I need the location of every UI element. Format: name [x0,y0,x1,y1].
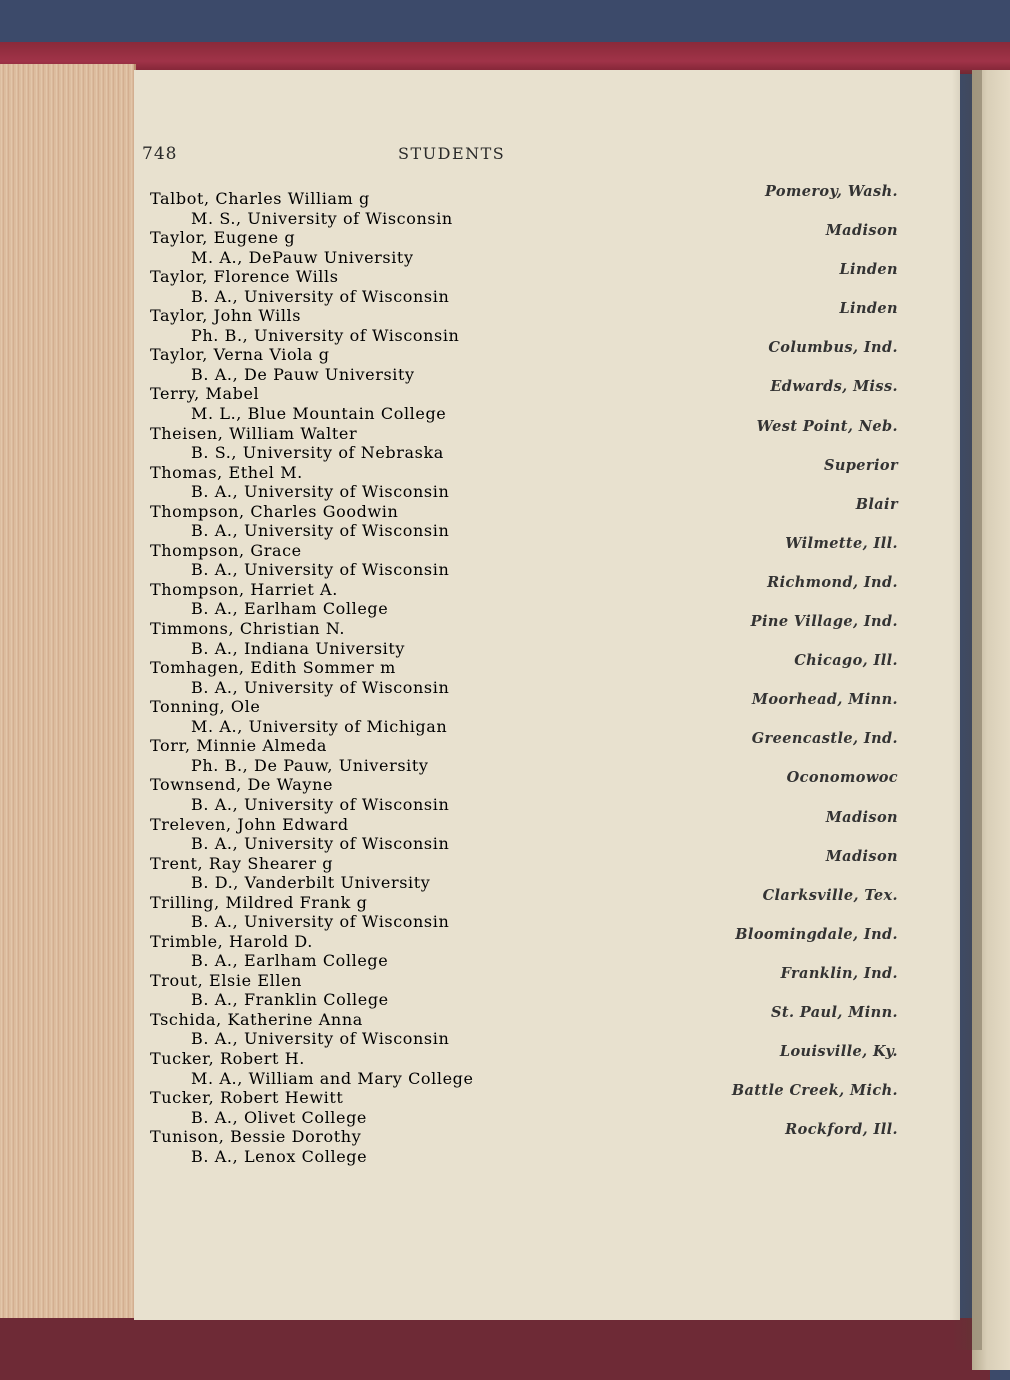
student-degree: M. A., William and Mary College [191,1068,474,1088]
gutter-shadow [952,70,982,1350]
student-entry [134,613,904,658]
student-name: Tunison, Bessie Dorothy [150,1127,362,1147]
student-hometown: Franklin, Ind. [780,964,898,982]
student-name: Trent, Ray Shearer g [150,853,334,873]
student-hometown: Clarksville, Tex. [762,886,898,904]
student-name: Tomhagen, Edith Sommer m [150,658,396,678]
student-hometown: Linden [839,300,898,318]
student-entry [134,769,904,814]
student-name: Tucker, Robert H. [150,1049,305,1069]
student-entry [134,417,904,463]
running-head: STUDENTS [398,144,506,163]
student-hometown: Wilmette, Ill. [785,534,898,552]
student-name: Trilling, Mildred Frank g [150,892,368,912]
student-degree: B. A., Olivet College [191,1107,368,1127]
student-hometown: Pine Village, Ind. [750,613,898,631]
student-degree: B. S., University of Nebraska [191,443,444,463]
student-degree: B. A., University of Wisconsin [191,794,450,814]
student-name: Trout, Elsie Ellen [150,970,303,990]
student-degree: M. S., University of Wisconsin [191,208,453,228]
student-name: Thompson, Charles Goodwin [150,501,399,521]
student-name: Tschida, Katherine Anna [150,1009,363,1029]
student-hometown: Moorhead, Minn. [751,691,898,709]
student-entry [134,456,904,502]
student-degree: B. A., University of Wisconsin [191,521,450,541]
student-hometown: Linden [839,261,898,279]
student-hometown: Oconomowoc [786,769,898,787]
student-name: Townsend, De Wayne [150,775,334,795]
book-cover-bottom [0,1318,990,1380]
page-edges [0,64,136,1326]
student-name: Tonning, Ole [150,697,261,717]
student-hometown: Richmond, Ind. [767,573,898,591]
student-degree: B. A., University of Wisconsin [191,560,450,580]
student-hometown: Chicago, Ill. [794,652,898,670]
student-degree: B. A., Earlham College [191,951,389,971]
student-name: Thomas, Ethel M. [150,462,303,482]
student-name: Theisen, William Walter [150,423,358,443]
student-name: Timmons, Christian N. [150,619,346,639]
student-name: Terry, Mabel [150,384,260,404]
student-name: Tucker, Robert Hewitt [150,1088,344,1108]
student-name: Taylor, John Wills [150,306,302,326]
student-hometown: Madison [825,808,898,826]
student-degree: B. A., De Pauw University [191,364,415,384]
student-degree: B. D., Vanderbilt University [191,873,431,893]
student-name: Thompson, Harriet A. [150,579,338,599]
student-hometown: Edwards, Miss. [770,378,898,396]
student-name: Taylor, Eugene g [150,228,296,248]
student-degree: M. L., Blue Mountain College [191,403,447,423]
page-header [142,144,642,170]
student-hometown: Greencastle, Ind. [751,730,898,748]
student-degree: B. A., Earlham College [191,599,389,619]
student-degree: B. A., Franklin College [191,990,389,1010]
student-hometown: West Point, Neb. [756,417,898,435]
student-name: Taylor, Florence Wills [150,267,339,287]
student-degree: B. A., Lenox College [191,1146,368,1166]
student-degree: Ph. B., University of Wisconsin [191,325,460,345]
student-name: Torr, Minnie Almeda [150,736,328,756]
student-name: Thompson, Grace [150,540,302,560]
student-name: Taylor, Verna Viola g [150,345,330,365]
student-entry [134,222,904,267]
student-degree: B. A., University of Wisconsin [191,912,450,932]
student-degree: M. A., University of Michigan [191,716,448,736]
student-hometown: Madison [825,222,898,240]
student-hometown: Bloomingdale, Ind. [735,925,898,943]
student-name: Trimble, Harold D. [150,931,313,951]
student-degree: B. A., University of Wisconsin [191,1029,450,1049]
student-entry [134,1121,904,1166]
student-degree: B. A., University of Wisconsin [191,286,450,306]
student-degree: B. A., Indiana University [191,638,406,658]
student-hometown: Madison [825,847,898,865]
student-hometown: Pomeroy, Wash. [765,183,898,200]
page-number: 748 [142,144,178,164]
student-list [134,183,904,1166]
student-degree: B. A., University of Wisconsin [191,482,450,502]
student-entry [134,808,904,854]
student-degree: M. A., DePauw University [191,247,414,267]
student-degree: B. A., University of Wisconsin [191,677,450,697]
student-hometown: Louisville, Ky. [779,1043,898,1061]
student-entry [134,183,904,228]
student-degree: Ph. B., De Pauw, University [191,755,429,775]
student-name: Treleven, John Edward [150,814,349,834]
student-degree: B. A., University of Wisconsin [191,834,450,853]
student-hometown: Columbus, Ind. [768,339,898,357]
student-hometown: Superior [823,456,898,474]
student-entry [134,261,904,306]
student-name: Talbot, Charles William g [150,189,370,208]
student-hometown: Battle Creek, Mich. [731,1082,898,1100]
student-hometown: Rockford, Ill. [785,1121,898,1139]
student-hometown: St. Paul, Minn. [770,1003,898,1021]
student-hometown: Blair [855,495,898,513]
